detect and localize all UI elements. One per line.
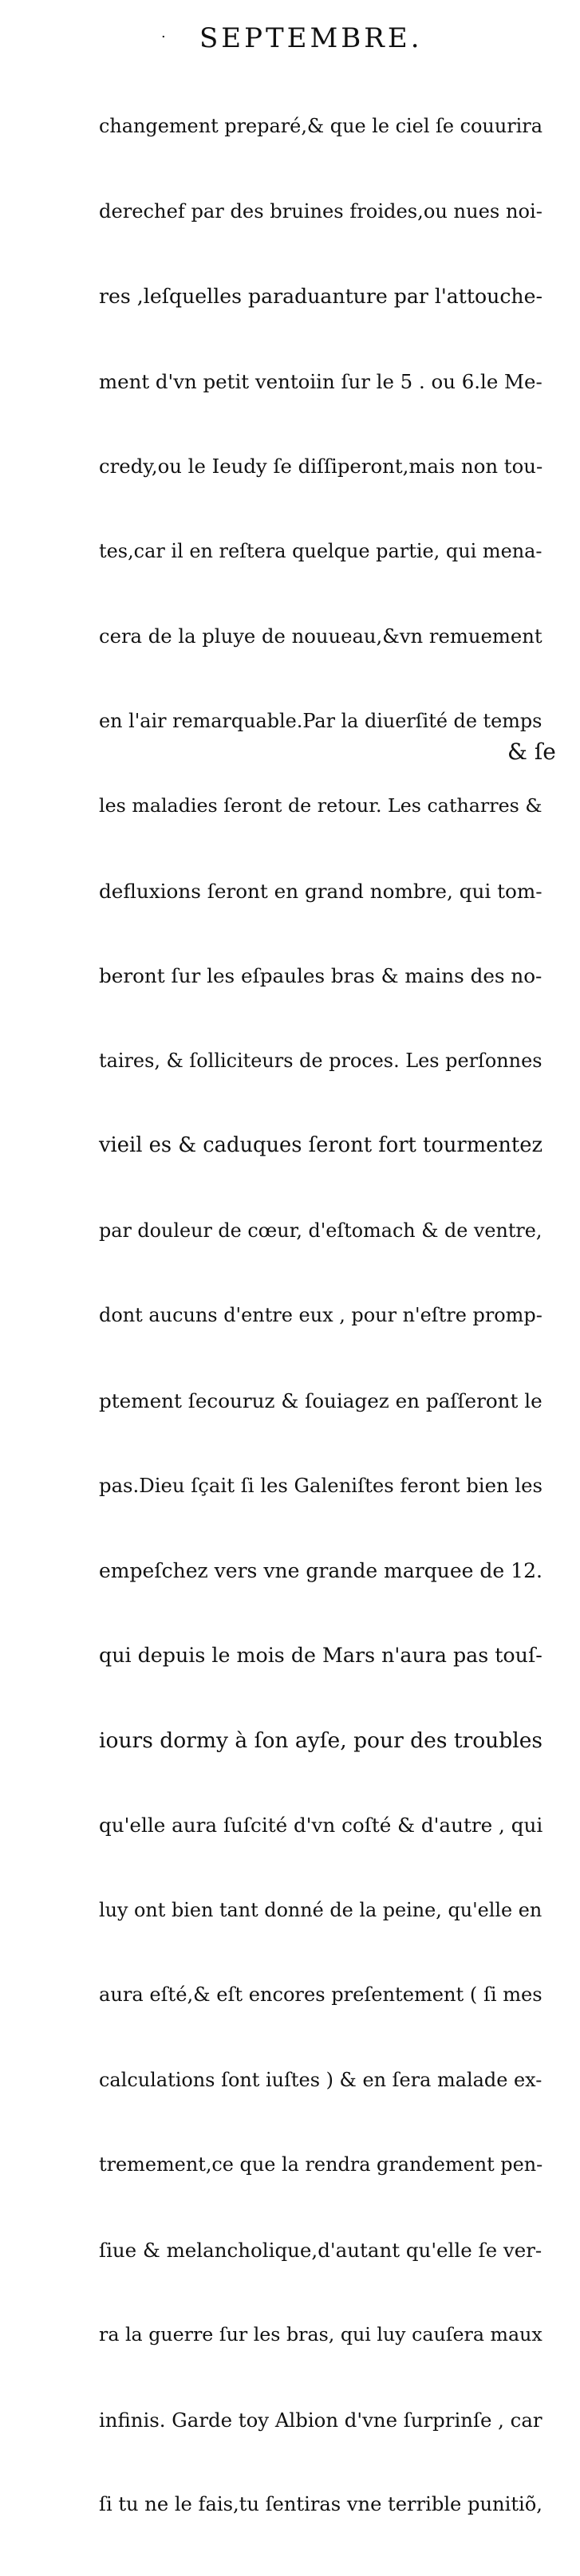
text-line: en l'air remarquable.Par la diuerſité de temps [99, 709, 543, 732]
text-line: tremement,ce que la rendra grandement pen- [99, 2153, 543, 2176]
text-line: infinis. Garde toy Albion d'vne ſurprinſe , car [99, 2408, 543, 2432]
text-line: credy,ou le Ieudy ſe diſſiperont,mais non tou- [99, 455, 543, 478]
text-line: ſiue & melancholique,d'autant qu'elle ſe ver- [99, 2238, 543, 2262]
text-line: pas.Dieu ſçait ſi les Galeniſtes feront bien les [99, 1474, 543, 1497]
header-ornament: · [161, 29, 166, 45]
text-line: empeſchez vers vne grande marquee de 12. [99, 1558, 543, 1582]
text-line: derechef par des bruines froides,ou nues noi- [99, 199, 543, 223]
text-line: luy ont bien tant donné de la peine, qu'elle en [99, 1898, 543, 1921]
text-line: cera de la pluye de nouueau,&vn remuement [99, 624, 543, 648]
text-line: defluxions ſeront en grand nombre, qui tom- [99, 879, 543, 903]
text-line: les maladies ſeront de retour. Les catharres & [99, 794, 543, 817]
text-line: ſi tu ne le fais,tu ſentiras vne terrible punitiõ, [99, 2493, 543, 2515]
catchword: & ſe [507, 739, 556, 765]
text-line: vieil es & caduques ſeront fort tourmentez [99, 1133, 543, 1157]
text-line: calculations ſont iuſtes ) & en ſera malade ex- [99, 2068, 543, 2091]
text-line: par douleur de cœur, d'eſtomach & de ventre, [99, 1219, 543, 1242]
text-line: res ,leſquelles paraduanture par l'attouche- [99, 285, 543, 308]
text-line: changement preparé,& que le ciel ſe couurira [99, 115, 543, 137]
text-line: beront ſur les eſpaules bras & mains des no- [99, 964, 543, 987]
text-line: ra la guerre ſur les bras, qui luy cauſera maux [99, 2323, 543, 2346]
text-line: tes,car il en reſtera quelque partie, qui mena- [99, 539, 543, 562]
running-head: SEPTEMBRE. [199, 22, 423, 54]
text-line: iours dormy à ſon ayſe, pour des troubles [99, 1727, 543, 1753]
text-line: aura eſté,& eſt encores preſentement ( ſi mes [99, 1983, 543, 2006]
text-line: qui depuis le mois de Mars n'aura pas touſ- [99, 1644, 543, 1667]
text-line: taires, & ſolliciteurs de proces. Les perſonnes [99, 1049, 543, 1072]
body-text [99, 56, 546, 2576]
text-line: qu'elle aura ſuſcité d'vn coſté & d'autre , qui [99, 1814, 543, 1837]
text-line: ptement ſecouruz & ſouiagez en paſſeront le [99, 1388, 543, 1412]
text-line: ment d'vn petit ventoiin ſur le 5 . ou 6.le Me- [99, 369, 543, 393]
text-line: dont aucuns d'entre eux , pour n'eſtre promp- [99, 1304, 543, 1326]
